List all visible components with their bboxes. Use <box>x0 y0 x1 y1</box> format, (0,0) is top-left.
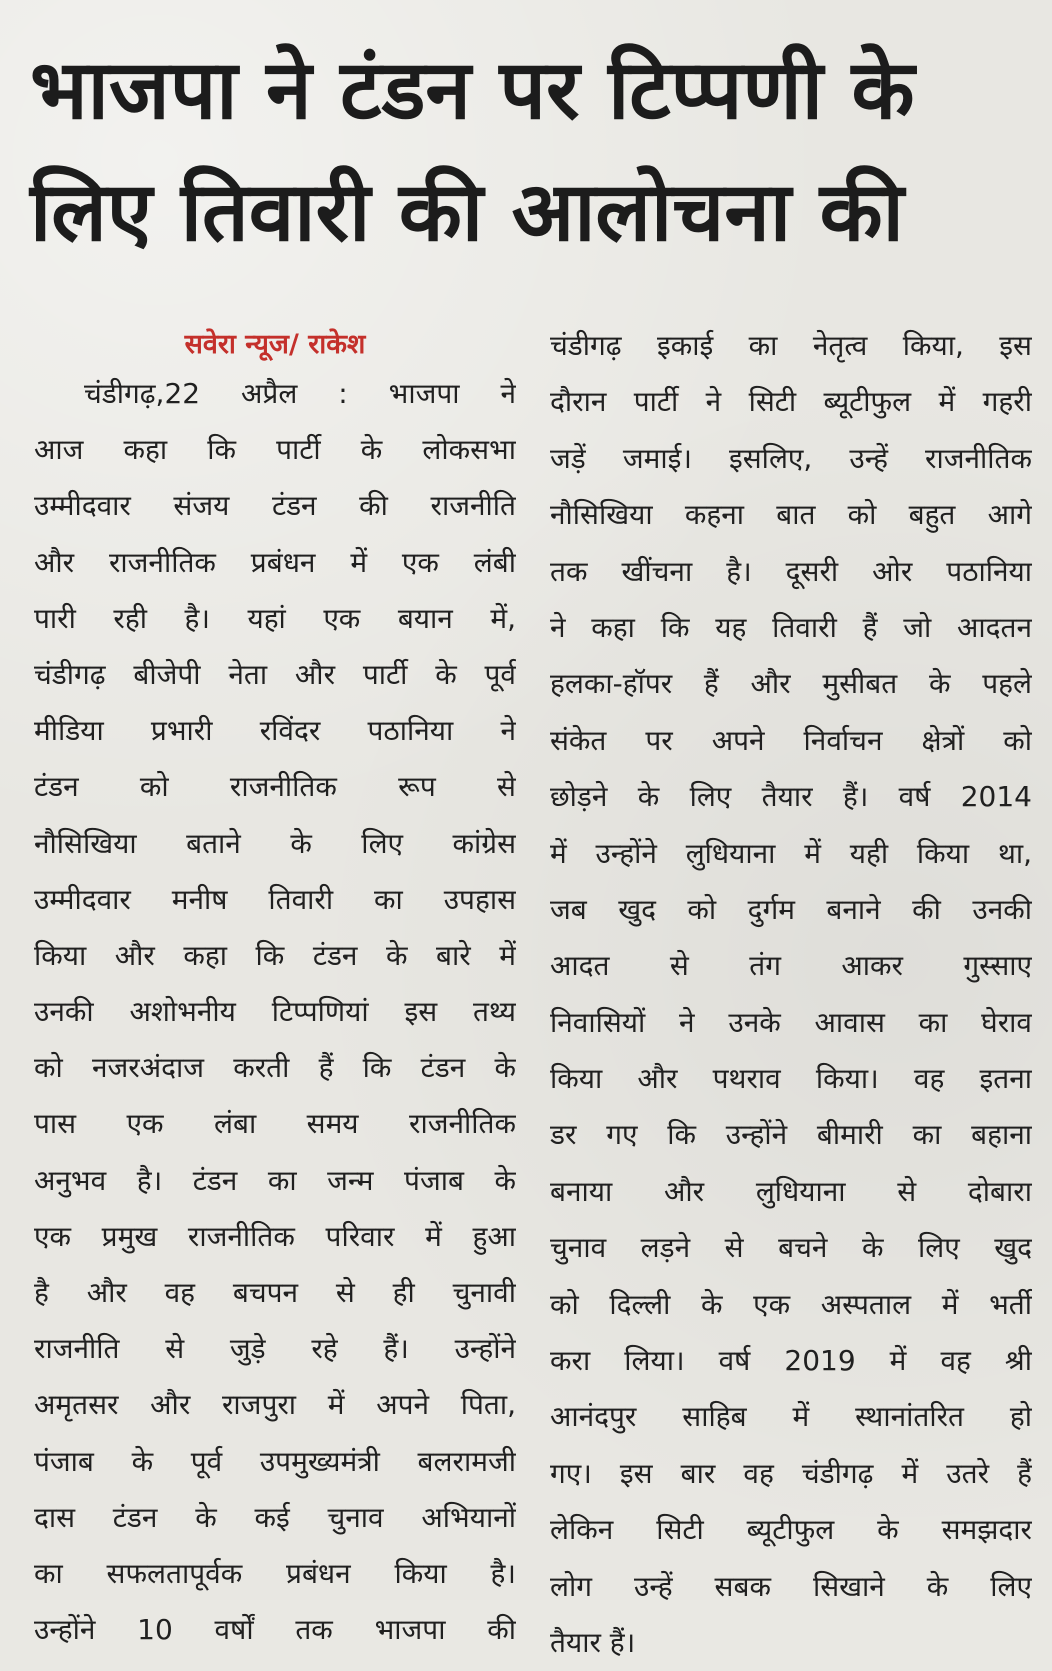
article-line: छोड़ने के लिए तैयार हैं। वर्ष 2014 <box>550 780 1032 814</box>
article-line: उनकी अशोभनीय टिप्पणियां इस तथ्य <box>34 995 516 1029</box>
article-line: नौसिखिया कहना बात को बहुत आगे <box>550 498 1032 532</box>
article-line: एक प्रमुख राजनीतिक परिवार में हुआ <box>34 1219 516 1253</box>
article-line: अनुभव है। टंडन का जन्म पंजाब के <box>34 1163 516 1197</box>
byline: सवेरा न्यूज/ राकेश <box>184 329 366 360</box>
article-line: तक खींचना है। दूसरी ओर पठानिया <box>550 554 1032 588</box>
article-column-left <box>34 320 516 1658</box>
article-line: उम्मीदवार मनीष तिवारी का उपहास <box>34 882 516 916</box>
article-line: टंडन को राजनीतिक रूप से <box>34 770 516 804</box>
article-line: निवासियों ने उनके आवास का घेराव <box>550 1005 1032 1039</box>
article-line: किया और कहा कि टंडन के बारे में <box>34 938 516 972</box>
article-line: आदत से तंग आकर गुस्साए <box>550 949 1032 983</box>
headline-line-2: लिए तिवारी की आलोचना की <box>30 165 904 260</box>
article-line: आज कहा कि पार्टी के लोकसभा <box>34 433 516 467</box>
article-line: उम्मीदवार संजय टंडन की राजनीति <box>34 489 516 523</box>
article-line: लोग उन्हें सबक सिखाने के लिए <box>550 1569 1032 1603</box>
article-line: को नजरअंदाज करती हैं कि टंडन के <box>34 1051 516 1085</box>
article-line: पारी रही है। यहां एक बयान में, <box>34 601 516 635</box>
headline <box>30 30 1020 274</box>
article-line: नौसिखिया बताने के लिए कांग्रेस <box>34 826 516 860</box>
article-line: अमृतसर और राजपुरा में अपने पिता, <box>34 1388 516 1422</box>
article-line: संकेत पर अपने निर्वाचन क्षेत्रों को <box>550 723 1032 757</box>
article-line: पास एक लंबा समय राजनीतिक <box>34 1107 516 1141</box>
article-line: ने कहा कि यह तिवारी हैं जो आदतन <box>550 610 1032 644</box>
article-column-right <box>550 318 1032 1671</box>
article-line: है और वह बचपन से ही चुनावी <box>34 1276 516 1309</box>
article-line: चुनाव लड़ने से बचने के लिए खुद <box>550 1231 1032 1265</box>
article-line: का सफलतापूर्वक प्रबंधन किया है। <box>34 1556 516 1590</box>
article-line: हलका-हॉपर हैं और मुसीबत के पहले <box>550 667 1032 701</box>
article-line: डर गए कि उन्होंने बीमारी का बहाना <box>550 1118 1032 1152</box>
article-line: दास टंडन के कई चुनाव अभियानों <box>34 1500 516 1534</box>
article-line: जब खुद को दुर्गम बनाने की उनकी <box>550 892 1032 926</box>
article-line: चंडीगढ़ बीजेपी नेता और पार्टी के पूर्व <box>34 657 516 691</box>
article-line: चंडीगढ़,22 अप्रैल : भाजपा ने <box>84 377 516 410</box>
article-line: चंडीगढ़ इकाई का नेतृत्व किया, इस <box>550 329 1032 362</box>
article-line: दौरान पार्टी ने सिटी ब्यूटीफुल में गहरी <box>550 385 1032 419</box>
headline-line-1: भाजपा ने टंडन पर टिप्पणी के <box>30 43 915 138</box>
article-line: गए। इस बार वह चंडीगढ़ में उतरे हैं <box>550 1456 1032 1490</box>
article-line: और राजनीतिक प्रबंधन में एक लंबी <box>34 545 516 579</box>
article-line: मीडिया प्रभारी रविंदर पठानिया ने <box>34 714 516 748</box>
article-line: पंजाब के पूर्व उपमुख्यमंत्री बलरामजी <box>34 1444 516 1478</box>
article-line: आनंदपुर साहिब में स्थानांतरित हो <box>550 1400 1032 1434</box>
article-line: लेकिन सिटी ब्यूटीफुल के समझदार <box>550 1513 1032 1547</box>
article-line: को दिल्ली के एक अस्पताल में भर्ती <box>550 1287 1032 1321</box>
article-line: तैयार हैं। <box>550 1625 636 1659</box>
article-line: जड़ें जमाई। इसलिए, उन्हें राजनीतिक <box>550 441 1032 475</box>
article-line: करा लिया। वर्ष 2019 में वह श्री <box>550 1344 1032 1378</box>
article-line: उन्होंने 10 वर्षों तक भाजपा की <box>34 1613 516 1647</box>
article-line: राजनीति से जुड़े रहे हैं। उन्होंने <box>34 1332 516 1366</box>
article-line: किया और पथराव किया। वह इतना <box>550 1062 1032 1096</box>
article-line: में उन्होंने लुधियाना में यही किया था, <box>550 836 1032 870</box>
article-line: बनाया और लुधियाना से दोबारा <box>550 1174 1032 1208</box>
